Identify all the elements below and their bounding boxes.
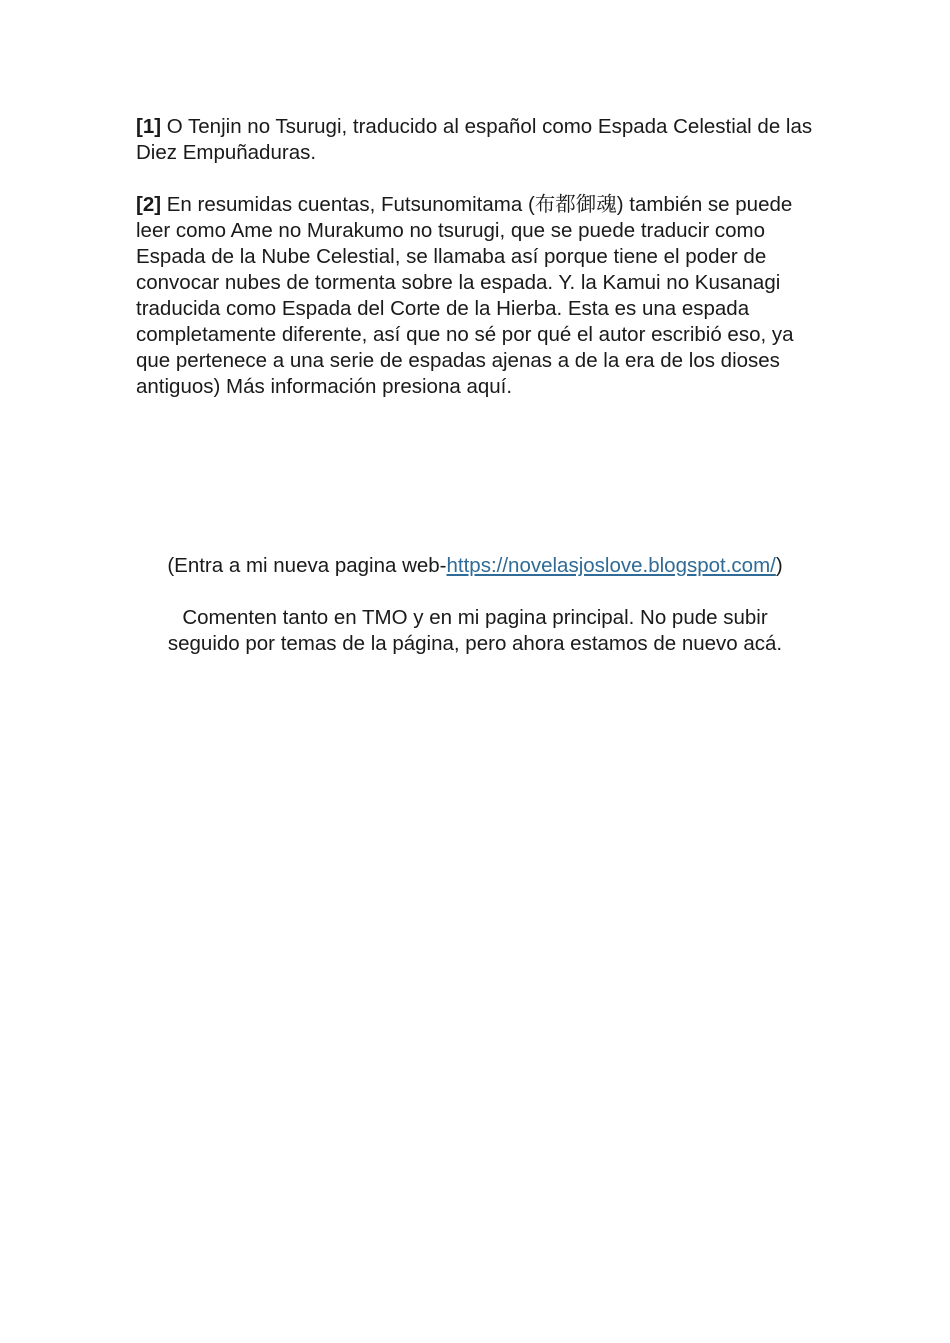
website-line <box>0 553 950 579</box>
website-link[interactable]: https://novelasjoslove.blogspot.com/ <box>446 554 776 577</box>
website-suffix: ) <box>775 554 783 577</box>
footnote-1 <box>136 114 820 166</box>
footnote-text: En resumidas cuentas, Futsunomitama (布都御魂) también se puede leer como Ame no Murakumo no tsurugi, que se puede traducir como Espada de la Nube Celestial, se llamaba así porque tiene el poder de convocar nubes de tormenta sobre la espada. Y. la Kamui no Kusanagi traducida como Espada del Corte de la Hierba. Esta es una espada completamente diferente, así que no sé por qué el autor escribió eso, ya que pertenece a una serie de espadas ajenas a de la era de los dioses antiguos) Más información presiona aquí. <box>136 193 794 398</box>
comment-paragraph <box>0 605 950 657</box>
footnote-2 <box>136 192 820 400</box>
comment-line-1: Comenten tanto en TMO y en mi pagina principal. No pude subir <box>182 606 768 629</box>
website-prefix: (Entra a mi nueva pagina web- <box>167 554 447 577</box>
footnote-number: [2] <box>136 193 162 216</box>
footnote-text: O Tenjin no Tsurugi, traducido al español como Espada Celestial de las Diez Empuñaduras. <box>136 115 813 164</box>
comment-line-2: seguido por temas de la página, pero ahora estamos de nuevo acá. <box>167 632 783 655</box>
footnote-number: [1] <box>136 115 162 138</box>
